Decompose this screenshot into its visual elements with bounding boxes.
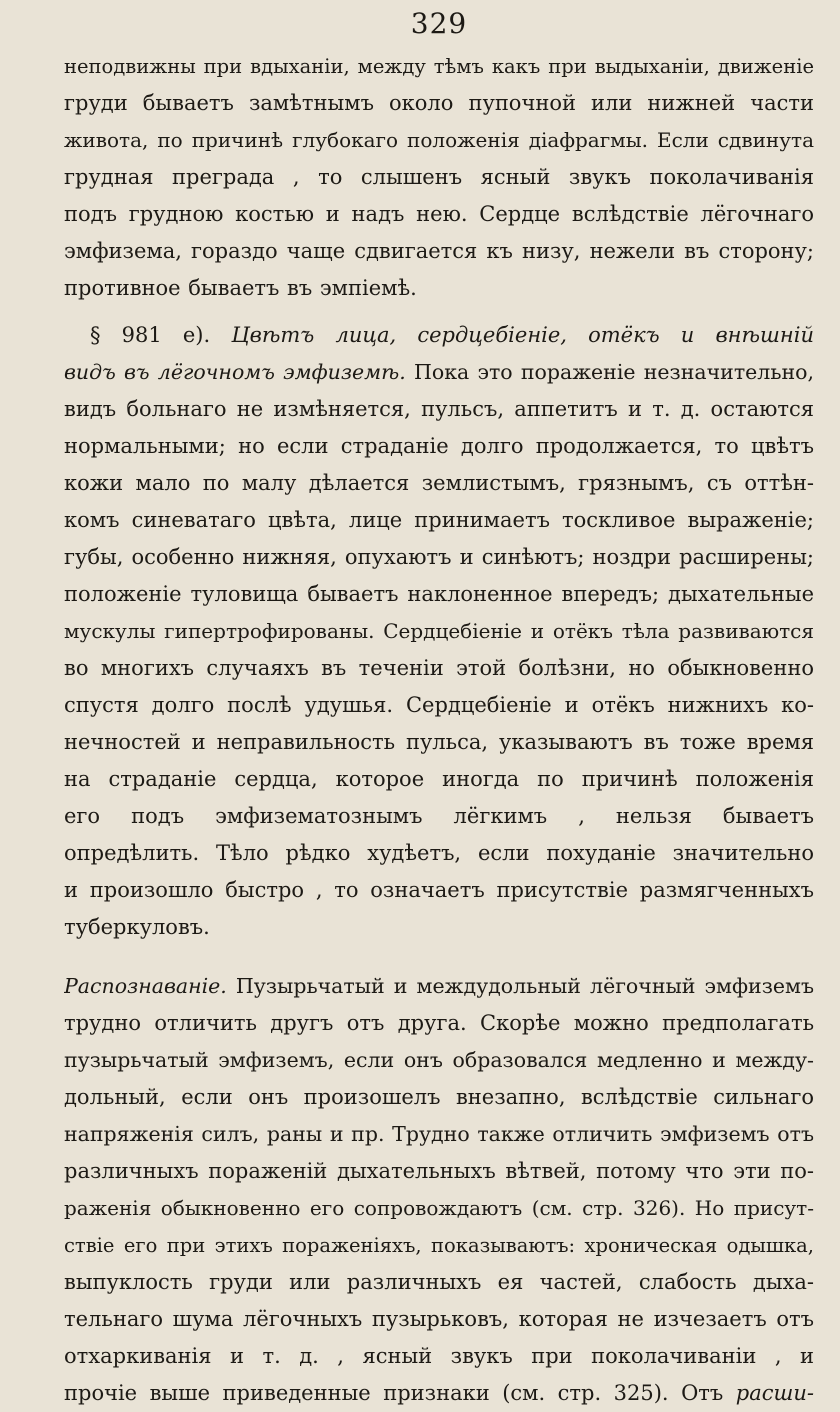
text-line: груди бываетъ замѣтнымъ около пупочной или нижней части [64,91,814,115]
section-heading-line [64,968,814,1005]
text-line: ствіе его при этихъ пораженіяхъ, показываютъ: хроническая одышка, [64,1234,814,1257]
text-line: трудно отличить другъ отъ друга. Скорѣе можно предполагать [64,1011,814,1035]
text-fragment: Пузырьчатый и междудольный лёгочный эмфиземъ [235,974,814,998]
text-line: туберкуловъ. [64,915,210,939]
text-line: мускулы гипертрофированы. Сердцебіеніе и отёкъ тѣла развиваются [64,619,814,643]
text-line: его подъ эмфизематознымъ лёгкимъ , нельзя бываетъ [64,804,814,828]
text-line: спустя долго послѣ удушья. Сердцебіеніе и отёкъ нижнихъ ко- [64,693,814,717]
hyphenated-word: расши- [735,1381,814,1405]
text-line: тельнаго шума лёгочныхъ пузырьковъ, которая не изчезаетъ отъ [64,1307,814,1331]
text-line: комъ синеватаго цвѣта, лице принимаетъ тоскливое выраженіе; [64,508,814,532]
paragraph-gap [64,307,814,317]
section-heading-line [64,317,814,354]
text-line: опредѣлить. Тѣло рѣдко худѣетъ, если похуданіе значительно [64,841,814,865]
paragraph-2 [64,317,814,946]
paragraph-gap [64,946,814,968]
page-number: 329 [410,7,468,40]
text-line: губы, особенно нижняя, опухаютъ и синѣютъ; ноздри расширены; [64,545,814,569]
text-line: на страданіе сердца, которое иногда по причинѣ положенія [64,767,814,791]
section-title-part-1: Цвѣтъ лица, сердцебіеніе, отёкъ и внѣшній [231,323,814,347]
section-heading-line-2 [64,354,814,391]
text-line: эмфизема, гораздо чаще сдвигается къ низу, нежели въ сторону; [64,239,814,263]
section-title: Распознаваніе. [64,974,227,998]
text-line: грудная преграда , то слышенъ ясный звукъ поколачиванія [64,165,814,189]
text-line: раженія обыкновенно его сопровождаютъ (см. стр. 326). Но присут- [64,1196,814,1220]
paragraph-1 [64,48,814,307]
text-line: противное бываетъ въ эмпіемѣ. [64,276,417,300]
text-line: положеніе туловища бываетъ наклоненное впередъ; дыхательные [64,582,814,606]
text-line: живота, по причинѣ глубокаго положенія діафрагмы. Если сдвинута [64,128,814,152]
text-line: дольный, если онъ произошелъ внезапно, вслѣдствіе сильнаго [64,1085,814,1109]
text-fragment: прочіе выше приведенные признаки (см. стр. 325). Отъ [64,1381,724,1405]
section-title-part-2: видъ въ лёгочномъ эмфиземѣ. [64,360,406,384]
text-line: во многихъ случаяхъ въ теченіи этой болѣзни, но обыкновенно [64,656,814,680]
text-line: пузырьчатый эмфиземъ, если онъ образовался медленно и между- [64,1048,814,1072]
text-line: нормальными; но если страданіе долго продолжается, то цвѣтъ [64,434,814,458]
section-number: § 981 е). [90,323,211,347]
text-line: видъ больнаго не измѣняется, пульсъ, аппетитъ и т. д. остаются [64,397,814,421]
text-line: выпуклость груди или различныхъ ея частей, слабость дыха- [64,1270,814,1294]
text-line: неподвижны при вдыханіи, между тѣмъ какъ при выдыханіи, движеніе [64,55,814,78]
text-line-final [64,1375,814,1412]
text-line: различныхъ пораженій дыхательныхъ вѣтвей, потому что эти по- [64,1159,814,1183]
text-line: и произошло быстро , то означаетъ присутствіе размягченныхъ [64,878,814,902]
text-line: кожи мало по малу дѣлается землистымъ, грязнымъ, съ оттѣн- [64,471,814,495]
text-line: подъ грудною костью и надъ нею. Сердце вслѣдствіе лёгочнаго [64,202,814,226]
text-line: напряженія силъ, раны и пр. Трудно также отличить эмфиземъ отъ [64,1122,814,1146]
text-line: нечностей и неправильность пульса, указываютъ въ тоже время [64,730,814,754]
text-fragment: Пока это пораженіе незначительно, [414,360,814,384]
paragraph-3 [64,968,814,1412]
text-line: отхаркиванія и т. д. , ясный звукъ при поколачиваніи , и [64,1344,814,1368]
